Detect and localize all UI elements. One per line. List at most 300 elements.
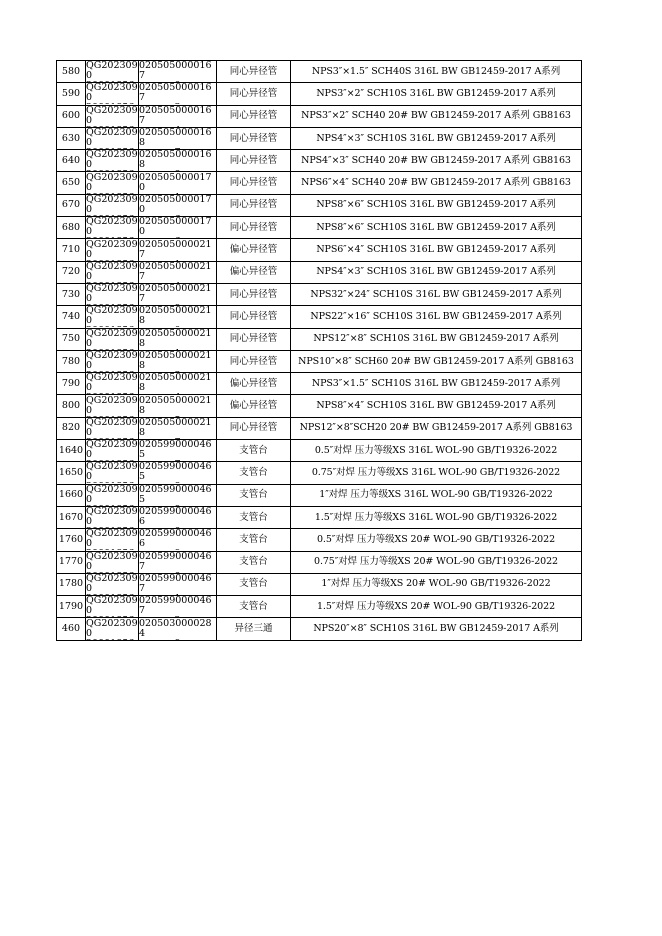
material-code-cell[interactable]	[139, 440, 217, 462]
material-code-line1: 0205050000167	[139, 105, 212, 126]
material-code-line2	[139, 639, 216, 640]
row-number-cell[interactable]	[57, 618, 86, 640]
order-number-line1: QG2023090	[86, 194, 138, 215]
item-name: 偏心异径管	[229, 400, 278, 412]
material-code-line1: 0205050000168	[139, 128, 212, 149]
order-number-cell[interactable]	[86, 172, 139, 194]
row-number-cell[interactable]	[57, 506, 86, 528]
order-number	[86, 262, 138, 283]
material-code-line1: 0205990000467	[139, 573, 212, 594]
material-code-line1: 0205050000167	[139, 83, 212, 104]
item-name-cell[interactable]	[217, 261, 291, 283]
order-number	[86, 529, 138, 550]
order-number	[86, 485, 138, 506]
specification-cell[interactable]	[291, 551, 582, 573]
material-code-cell[interactable]	[139, 462, 217, 484]
order-number-line1: QG2023090	[86, 484, 138, 505]
order-number-line2	[86, 371, 138, 372]
material-code-cell[interactable]	[139, 395, 217, 417]
material-code	[139, 306, 216, 327]
item-name-cell[interactable]	[217, 440, 291, 462]
item-name-cell[interactable]	[217, 306, 291, 328]
specification-cell[interactable]	[291, 283, 582, 305]
item-name-cell[interactable]	[217, 395, 291, 417]
table-row	[57, 373, 582, 395]
material-code-line1: 0205050000170	[139, 217, 212, 238]
table-row	[57, 127, 582, 149]
row-number: 750	[61, 333, 81, 345]
specification: 0.75″对焊 压力等级XS 20# WOL-90 GB/T19326-2022	[314, 556, 558, 568]
order-number	[86, 128, 138, 149]
material-code-line1: 0205990000467	[139, 596, 212, 617]
specification-cell[interactable]	[291, 194, 582, 216]
row-number: 630	[61, 132, 81, 144]
order-number-cell[interactable]	[86, 328, 139, 350]
item-name: 支管台	[239, 489, 268, 501]
order-number-cell[interactable]	[86, 484, 139, 506]
material-code-line1: 0205050000170	[139, 194, 212, 215]
row-number-cell[interactable]	[57, 440, 86, 462]
order-number-line2	[86, 639, 138, 640]
order-number-cell[interactable]	[86, 596, 139, 618]
row-number: 1650	[58, 466, 84, 478]
order-number-line2	[86, 81, 138, 82]
specification: 0.5″对焊 压力等级XS 20# WOL-90 GB/T19326-2022	[316, 533, 556, 545]
specification-cell[interactable]	[291, 440, 582, 462]
specification-cell[interactable]	[291, 506, 582, 528]
row-number-cell[interactable]	[57, 462, 86, 484]
order-number-cell[interactable]	[86, 573, 139, 595]
item-name: 同心异径管	[229, 132, 278, 144]
material-code-cell[interactable]	[139, 573, 217, 595]
table-row	[57, 417, 582, 439]
item-name: 支管台	[239, 600, 268, 612]
item-name-cell[interactable]	[217, 328, 291, 350]
material-code	[139, 418, 216, 439]
specification-cell[interactable]	[291, 172, 582, 194]
item-name-cell[interactable]	[217, 172, 291, 194]
row-number: 1670	[58, 511, 84, 523]
row-number-cell[interactable]	[57, 127, 86, 149]
order-number	[86, 195, 138, 216]
material-code-cell[interactable]	[139, 506, 217, 528]
specification: 1″对焊 压力等级XS 316L WOL-90 GB/T19326-2022	[319, 489, 553, 501]
order-number-cell[interactable]	[86, 462, 139, 484]
order-number-cell[interactable]	[86, 61, 139, 83]
order-number-line2	[86, 438, 138, 439]
specification-cell[interactable]	[291, 217, 582, 239]
material-code	[139, 195, 216, 216]
order-number-cell[interactable]	[86, 618, 139, 640]
material-code	[139, 262, 216, 283]
item-name-cell[interactable]	[217, 217, 291, 239]
order-number	[86, 440, 138, 461]
table-row	[57, 61, 582, 83]
order-number-cell[interactable]	[86, 350, 139, 372]
specification: NPS4″×3″ SCH10S 316L BW GB12459-2017 A系列	[316, 132, 556, 144]
order-number-line2	[86, 349, 138, 350]
order-number-cell[interactable]	[86, 306, 139, 328]
order-number-line1: QG2023090	[86, 596, 138, 617]
order-number-line1: QG2023090	[86, 573, 138, 594]
specification: NPS3″×1.5″ SCH10S 316L BW GB12459-2017 A系列	[311, 377, 561, 389]
order-number-line1: QG2023090	[86, 306, 138, 327]
row-number-cell[interactable]	[57, 239, 86, 261]
order-number-line2	[86, 304, 138, 305]
order-number-cell[interactable]	[86, 417, 139, 439]
order-number-cell[interactable]	[86, 127, 139, 149]
specification-cell[interactable]	[291, 239, 582, 261]
specification: NPS20″×8″ SCH10S 316L BW GB12459-2017 A系列	[313, 623, 559, 635]
item-name-cell[interactable]	[217, 194, 291, 216]
item-name-cell[interactable]	[217, 127, 291, 149]
material-code	[139, 173, 216, 194]
specification-cell[interactable]	[291, 61, 582, 83]
specification-cell[interactable]	[291, 529, 582, 551]
table-row	[57, 283, 582, 305]
table-row	[57, 105, 582, 127]
row-number-cell[interactable]	[57, 194, 86, 216]
order-number	[86, 240, 138, 261]
material-code-cell[interactable]	[139, 350, 217, 372]
item-name: 偏心异径管	[229, 244, 278, 256]
item-name-cell[interactable]	[217, 462, 291, 484]
item-name-cell[interactable]	[217, 150, 291, 172]
order-number	[86, 373, 138, 394]
material-code-line1: 0205050000218	[139, 328, 212, 349]
item-name: 同心异径管	[229, 355, 278, 367]
row-number-cell[interactable]	[57, 373, 86, 395]
material-code-cell[interactable]	[139, 217, 217, 239]
specification-cell[interactable]	[291, 373, 582, 395]
specification: NPS22″×16″ SCH10S 316L BW GB12459-2017 A系列	[310, 310, 562, 322]
material-code	[139, 552, 216, 573]
material-code-cell[interactable]	[139, 61, 217, 83]
order-number-cell[interactable]	[86, 217, 139, 239]
order-number-line2	[86, 616, 138, 617]
specification-cell[interactable]	[291, 105, 582, 127]
material-code-cell[interactable]	[139, 373, 217, 395]
order-number	[86, 574, 138, 595]
row-number: 780	[61, 355, 81, 367]
table-row	[57, 194, 582, 216]
item-name: 支管台	[239, 556, 268, 568]
specification: NPS8″×4″ SCH10S 316L BW GB12459-2017 A系列	[316, 400, 556, 412]
specification: NPS12″×8″SCH20 20# BW GB12459-2017 A系列 GB8163	[299, 422, 573, 434]
specification-cell[interactable]	[291, 618, 582, 640]
item-name-cell[interactable]	[217, 573, 291, 595]
order-number-line1: QG2023090	[86, 618, 138, 639]
order-number-line2	[86, 460, 138, 461]
item-name-cell[interactable]	[217, 596, 291, 618]
material-code-cell[interactable]	[139, 127, 217, 149]
specification-cell[interactable]	[291, 328, 582, 350]
material-code-line1: 0205990000465	[139, 484, 212, 505]
order-number-cell[interactable]	[86, 239, 139, 261]
material-code-cell[interactable]	[139, 83, 217, 105]
material-code	[139, 150, 216, 171]
material-code	[139, 619, 216, 640]
row-number-cell[interactable]	[57, 573, 86, 595]
row-number-cell[interactable]	[57, 261, 86, 283]
order-number	[86, 351, 138, 372]
row-number: 1780	[58, 578, 84, 590]
row-number: 790	[61, 377, 81, 389]
table-row	[57, 529, 582, 551]
order-number-line2	[86, 505, 138, 506]
material-code-cell[interactable]	[139, 417, 217, 439]
order-number	[86, 552, 138, 573]
specification-cell[interactable]	[291, 83, 582, 105]
order-number-line1: QG2023090	[86, 284, 138, 305]
material-code-cell[interactable]	[139, 283, 217, 305]
material-code	[139, 217, 216, 238]
order-number-line1: QG2023090	[86, 462, 138, 483]
row-number: 1790	[58, 600, 84, 612]
item-name-cell[interactable]	[217, 373, 291, 395]
row-number-cell[interactable]	[57, 150, 86, 172]
specification-cell[interactable]	[291, 350, 582, 372]
order-number-cell[interactable]	[86, 551, 139, 573]
row-number-cell[interactable]	[57, 306, 86, 328]
order-number-line2	[86, 103, 138, 104]
order-number-line2	[86, 193, 138, 194]
specification-cell[interactable]	[291, 484, 582, 506]
item-name: 同心异径管	[229, 333, 278, 345]
material-code-cell[interactable]	[139, 529, 217, 551]
material-code-line1: 0205990000467	[139, 551, 212, 572]
order-number	[86, 83, 138, 104]
order-number-line1: QG2023090	[86, 128, 138, 149]
row-number: 820	[61, 422, 81, 434]
item-name-cell[interactable]	[217, 529, 291, 551]
order-number-cell[interactable]	[86, 150, 139, 172]
row-number: 1660	[58, 489, 84, 501]
row-number: 720	[61, 266, 81, 278]
material-code-cell[interactable]	[139, 261, 217, 283]
order-number-cell[interactable]	[86, 194, 139, 216]
material-code-cell[interactable]	[139, 596, 217, 618]
specification-cell[interactable]	[291, 573, 582, 595]
table-row	[57, 484, 582, 506]
row-number-cell[interactable]	[57, 484, 86, 506]
material-code	[139, 128, 216, 149]
item-name: 同心异径管	[229, 199, 278, 211]
item-name: 同心异径管	[229, 110, 278, 122]
material-code-line1: 0205050000168	[139, 150, 212, 171]
row-number-cell[interactable]	[57, 551, 86, 573]
table-row	[57, 551, 582, 573]
order-number-line1: QG2023090	[86, 328, 138, 349]
material-code-cell[interactable]	[139, 484, 217, 506]
item-name-cell[interactable]	[217, 350, 291, 372]
material-code	[139, 440, 216, 461]
specification: 1″对焊 压力等级XS 20# WOL-90 GB/T19326-2022	[321, 578, 551, 590]
material-code-cell[interactable]	[139, 194, 217, 216]
item-name-cell[interactable]	[217, 105, 291, 127]
row-number: 600	[61, 110, 81, 122]
row-number-cell[interactable]	[57, 350, 86, 372]
material-code-line1: 0205050000218	[139, 417, 212, 438]
order-number-line2	[86, 572, 138, 573]
order-number-line2	[86, 126, 138, 127]
table-row	[57, 306, 582, 328]
row-number-cell[interactable]	[57, 105, 86, 127]
item-name: 偏心异径管	[229, 377, 278, 389]
item-name-cell[interactable]	[217, 239, 291, 261]
order-number-line2	[86, 527, 138, 528]
item-name: 支管台	[239, 578, 268, 590]
material-code	[139, 373, 216, 394]
order-number	[86, 284, 138, 305]
specification: 1.5″对焊 压力等级XS 316L WOL-90 GB/T19326-2022	[314, 511, 558, 523]
specification: NPS3″×2″ SCH10S 316L BW GB12459-2017 A系列	[316, 87, 556, 99]
material-code	[139, 83, 216, 104]
row-number-cell[interactable]	[57, 417, 86, 439]
order-number-line1: QG2023090	[86, 150, 138, 171]
item-name-cell[interactable]	[217, 417, 291, 439]
row-number: 800	[61, 400, 81, 412]
material-code	[139, 106, 216, 127]
table-body	[57, 61, 582, 641]
item-name: 同心异径管	[229, 154, 278, 166]
order-number	[86, 106, 138, 127]
specification-cell[interactable]	[291, 596, 582, 618]
item-name-cell[interactable]	[217, 551, 291, 573]
material-code-cell[interactable]	[139, 105, 217, 127]
material-code-line1: 0205050000217	[139, 261, 212, 282]
item-name-cell[interactable]	[217, 506, 291, 528]
row-number-cell[interactable]	[57, 529, 86, 551]
material-code	[139, 240, 216, 261]
row-number-cell[interactable]	[57, 217, 86, 239]
specification-cell[interactable]	[291, 417, 582, 439]
row-number-cell[interactable]	[57, 172, 86, 194]
material-code-cell[interactable]	[139, 306, 217, 328]
material-code	[139, 529, 216, 550]
order-number-cell[interactable]	[86, 506, 139, 528]
order-number-line1: QG2023090	[86, 440, 138, 461]
order-number	[86, 418, 138, 439]
order-number-line2	[86, 237, 138, 238]
row-number-cell[interactable]	[57, 61, 86, 83]
item-name: 异径三通	[234, 623, 273, 635]
item-name-cell[interactable]	[217, 484, 291, 506]
material-code-line1: 0205030000284	[139, 618, 212, 639]
spreadsheet-table	[56, 60, 582, 641]
item-name: 同心异径管	[229, 177, 278, 189]
material-code-line1: 0205050000217	[139, 239, 212, 260]
table-row	[57, 150, 582, 172]
order-number-cell[interactable]	[86, 83, 139, 105]
order-number-cell[interactable]	[86, 529, 139, 551]
specification-cell[interactable]	[291, 127, 582, 149]
item-name: 同心异径管	[229, 422, 278, 434]
order-number	[86, 173, 138, 194]
specification-cell[interactable]	[291, 150, 582, 172]
specification: NPS3″×1.5″ SCH40S 316L BW GB12459-2017 A系列	[311, 65, 561, 77]
row-number: 1760	[58, 533, 84, 545]
material-code	[139, 351, 216, 372]
order-number	[86, 396, 138, 417]
table-row	[57, 261, 582, 283]
order-number	[86, 596, 138, 617]
order-number-line1: QG2023090	[86, 529, 138, 550]
table-row	[57, 395, 582, 417]
order-number-cell[interactable]	[86, 283, 139, 305]
material-code-cell[interactable]	[139, 150, 217, 172]
item-name: 同心异径管	[229, 221, 278, 233]
specification-cell[interactable]	[291, 306, 582, 328]
order-number-cell[interactable]	[86, 440, 139, 462]
row-number-cell[interactable]	[57, 395, 86, 417]
row-number-cell[interactable]	[57, 283, 86, 305]
item-name-cell[interactable]	[217, 61, 291, 83]
order-number-line2	[86, 549, 138, 550]
table-row	[57, 440, 582, 462]
material-code-cell[interactable]	[139, 551, 217, 573]
order-number-line1: QG2023090	[86, 507, 138, 528]
order-number-cell[interactable]	[86, 105, 139, 127]
order-number-line2	[86, 148, 138, 149]
item-name: 同心异径管	[229, 87, 278, 99]
specification: 0.75″对焊 压力等级XS 316L WOL-90 GB/T19326-2022	[311, 466, 561, 478]
row-number: 710	[61, 244, 81, 256]
table-row	[57, 217, 582, 239]
table-row	[57, 596, 582, 618]
specification: NPS3″×2″ SCH40 20# BW GB12459-2017 A系列 GB8163	[301, 110, 571, 122]
material-code-cell[interactable]	[139, 172, 217, 194]
specification: 0.5″对焊 压力等级XS 316L WOL-90 GB/T19326-2022	[314, 444, 558, 456]
order-number-line1: QG2023090	[86, 83, 138, 104]
table-row	[57, 83, 582, 105]
material-code-cell[interactable]	[139, 618, 217, 640]
specification-cell[interactable]	[291, 261, 582, 283]
order-number-line1: QG2023090	[86, 261, 138, 282]
material-code	[139, 462, 216, 483]
row-number-cell[interactable]	[57, 328, 86, 350]
order-number-line1: QG2023090	[86, 395, 138, 416]
item-name-cell[interactable]	[217, 283, 291, 305]
material-code	[139, 329, 216, 350]
order-number	[86, 61, 138, 82]
table-row	[57, 618, 582, 640]
specification: NPS8″×6″ SCH10S 316L BW GB12459-2017 A系列	[316, 199, 556, 211]
material-code-cell[interactable]	[139, 239, 217, 261]
order-number	[86, 329, 138, 350]
row-number-cell[interactable]	[57, 596, 86, 618]
order-number-line1: QG2023090	[86, 373, 138, 394]
order-number-line1: QG2023090	[86, 105, 138, 126]
specification-cell[interactable]	[291, 395, 582, 417]
order-number-line1: QG2023090	[86, 217, 138, 238]
material-code	[139, 596, 216, 617]
order-number-line2	[86, 416, 138, 417]
item-name-cell[interactable]	[217, 618, 291, 640]
row-number-cell[interactable]	[57, 83, 86, 105]
order-number-cell[interactable]	[86, 261, 139, 283]
order-number-cell[interactable]	[86, 395, 139, 417]
item-name-cell[interactable]	[217, 83, 291, 105]
specification-cell[interactable]	[291, 462, 582, 484]
material-code-line1: 0205050000218	[139, 306, 212, 327]
order-number-line2	[86, 482, 138, 483]
material-code-cell[interactable]	[139, 328, 217, 350]
item-name: 同心异径管	[229, 65, 278, 77]
item-name: 支管台	[239, 533, 268, 545]
order-number-line2	[86, 326, 138, 327]
order-number-cell[interactable]	[86, 373, 139, 395]
